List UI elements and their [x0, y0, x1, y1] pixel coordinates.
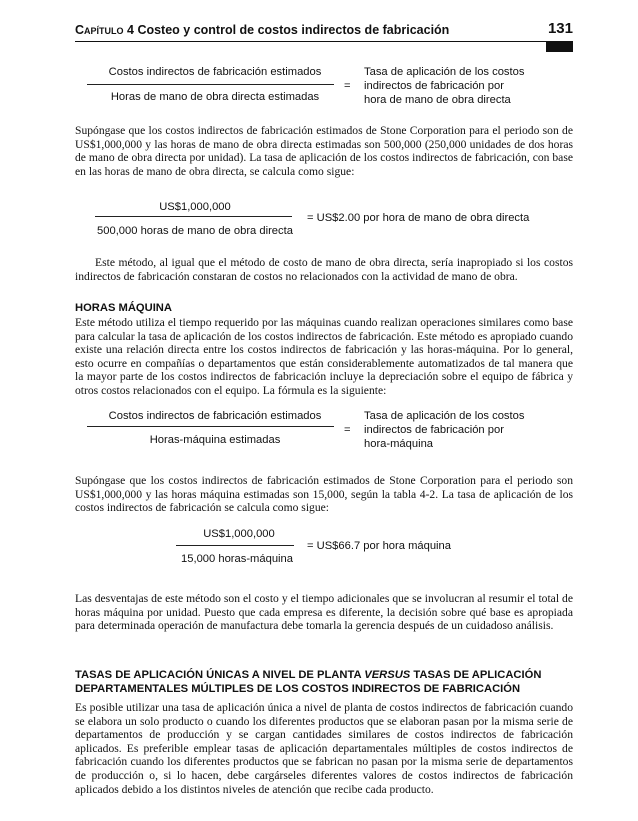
paragraph-3: Este método utiliza el tiempo requerido por las máquinas cuando realizan operaciones similares como base para calcular la tasa de aplicación de los costos indirectos de fabricación. Este método es apropiado cuando existe una relación directa entre los costos indirectos de fabricación y las horas-máquina. Por lo general, esto ocurre en compañías o departamentos que están considerablemente automatizados de tal manera que la mayor parte de los costos indirectos de fabricación incluye la depreciación sobre el equipo de fábrica y otros costos relacionados con el equipo. La fórmula es la siguiente: — [75, 316, 573, 397]
formula2-result-line-2: indirectos de fabricación por — [364, 424, 504, 436]
formula1-result-line-3: hora de mano de obra directa — [364, 94, 511, 106]
formula2-equals: = — [344, 424, 351, 436]
calc2-result: = US$66.7 por hora máquina — [307, 540, 451, 552]
formula1-result-line-2: indirectos de fabricación por — [364, 80, 504, 92]
formula1-equals: = — [344, 80, 351, 92]
formula2-denominator: Horas-máquina estimadas — [149, 434, 281, 446]
paragraph-6: Es posible utilizar una tasa de aplicación única a nivel de planta de costos indirectos de fabricación cuando se elabora un solo producto o cuando los diferentes productos que se elaboran pasan por la misma serie de departamentos de producción y se cargan cantidades similares de costos indirectos de fabricación aplicados. Es preferible emplear tasas de aplicación departamentales múltiples de costos indirectos de fabricación cuando los diferentes productos que se fabrican no pasan por la misma serie de departamentos de producción o, si lo hacen, debe cargárseles diferentes valores de costos indirectos de fabricación aplicados debido a los distintos niveles de atención que recibe cada producto. — [75, 701, 573, 796]
formula1-numerator: Costos indirectos de fabricación estimados — [108, 66, 322, 78]
heading2-part-c: TASAS DE APLICACIÓN — [410, 669, 542, 681]
heading-tasas-aplicacion — [75, 669, 573, 696]
formula2-result-line-3: hora-máquina — [364, 438, 434, 450]
page-number: 131 — [547, 20, 573, 37]
chapter-title: Costeo y control de costos indirectos de fabricación — [137, 23, 450, 37]
heading2-versus: VERSUS — [364, 669, 411, 681]
paragraph-2: Este método, al igual que el método de costo de mano de obra directa, sería inapropiado si los costos indirectos de fabricación constaran de costos no relacionados con la actividad de mano de obra. — [75, 256, 573, 283]
heading2-line2: DEPARTAMENTALES MÚLTIPLES DE LOS COSTOS INDIRECTOS DE FABRICACIÓN — [75, 682, 521, 695]
paragraph-5: Las desventajas de este método son el costo y el tiempo adicionales que se involucran al resumir el total de horas máquina por unidad. Puesto que cada empresa es diferente, la decisión sobre qué base es apropiada para determinada operación de manufactura debe tomarla la gerencia después de un cuidadoso análisis. — [75, 592, 573, 633]
calc1-numerator: US$1,000,000 — [159, 201, 231, 213]
calc2-fraction-bar — [176, 545, 294, 546]
formula1-denominator: Horas de mano de obra directa estimadas — [110, 91, 320, 103]
formula2-fraction-bar — [87, 426, 334, 427]
formula2-numerator: Costos indirectos de fabricación estimados — [108, 410, 322, 422]
formula1-fraction-bar — [87, 84, 334, 85]
paragraph-4: Supóngase que los costos indirectos de fabricación estimados de Stone Corporation para el periodo son US$1,000,000 y las horas máquina estimadas son 15,000, según la tabla 4-2. La tasa de aplicación de los costos indirectos de fabricación se calcula como sigue: — [75, 474, 573, 515]
running-header — [75, 23, 573, 37]
calc1-denominator: 500,000 horas de mano de obra directa — [97, 225, 293, 237]
heading-horas-maquina: HORAS MÁQUINA — [75, 302, 172, 314]
paragraph-1: Supóngase que los costos indirectos de fabricación estimados de Stone Corporation para el periodo son de US$1,000,000 y las horas de mano de obra directa estimadas son 500,000 (250,000 unidades de dos horas de mano de obra directa por unidad). La tasa de aplicación de los costos indirectos de fabricación, con base en las horas de mano de obra directa, se calcula como sigue: — [75, 124, 573, 178]
header-block — [546, 42, 573, 52]
calc2-numerator: US$1,000,000 — [203, 528, 275, 540]
calc1-result: = US$2.00 por hora de mano de obra directa — [307, 212, 530, 224]
calc1-fraction-bar — [95, 216, 292, 217]
calc2-denominator: 15,000 horas-máquina — [181, 553, 293, 565]
header-rule — [75, 41, 573, 42]
formula2-result-line-1: Tasa de aplicación de los costos — [364, 410, 525, 422]
chapter-label: Capítulo 4 — [75, 23, 134, 37]
formula1-result-line-1: Tasa de aplicación de los costos — [364, 66, 525, 78]
heading2-part-a: TASAS DE APLICACIÓN ÚNICAS A NIVEL DE PLANTA — [75, 669, 365, 681]
